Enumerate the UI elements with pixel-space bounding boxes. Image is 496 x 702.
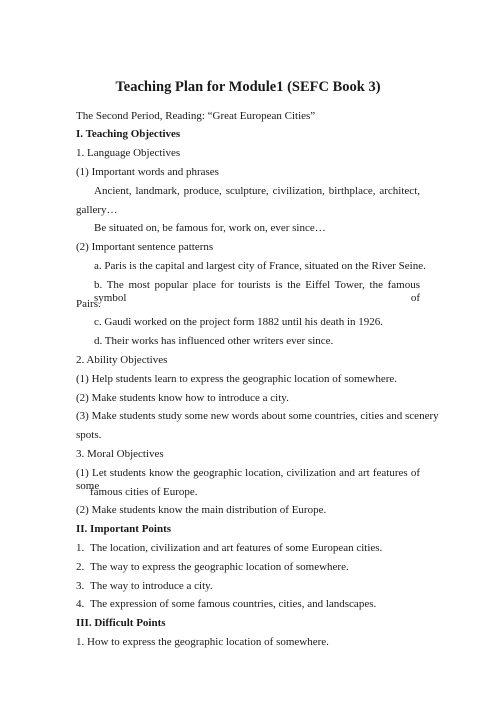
ability-objectives-heading: 2. Ability Objectives — [76, 354, 168, 366]
point-text: The expression of some famous countries, cities, and landscapes. — [90, 598, 377, 610]
point-number: 1. — [76, 542, 85, 554]
sentence-patterns-heading: (2) Important sentence patterns — [76, 241, 214, 253]
moral-item-2: (2) Make students know the main distribution of Europe. — [76, 504, 327, 516]
point-text: The location, civilization and art features of some European cities. — [90, 542, 383, 554]
section-teaching-objectives: I. Teaching Objectives — [76, 128, 181, 140]
pattern-a: a. Paris is the capital and largest city of France, situated on the River Seine. — [94, 260, 426, 272]
words-line-1: Ancient, landmark, produce, sculpture, civilization, birthplace, architect, — [94, 185, 420, 197]
words-line-2: gallery… — [76, 204, 118, 216]
pattern-c: c. Gaudi worked on the project form 1882 until his death in 1926. — [94, 316, 383, 328]
point-text: The way to introduce a city. — [90, 580, 213, 592]
moral-objectives-heading: 3. Moral Objectives — [76, 448, 164, 460]
section-important-points: II. Important Points — [76, 523, 172, 535]
document-title: Teaching Plan for Module1 (SEFC Book 3) — [115, 79, 381, 95]
ability-item-1: (1) Help students learn to express the geographic location of somewhere. — [76, 373, 398, 385]
pattern-b-line-1: b. The most popular place for tourists is the Eiffel Tower, the famous symbol of — [94, 279, 420, 304]
ability-item-2: (2) Make students know how to introduce a city. — [76, 392, 289, 404]
ability-item-3-line-1: (3) Make students study some new words about some countries, cities and scenery — [76, 410, 439, 422]
point-number: 4. — [76, 598, 85, 610]
ability-item-3-line-2: spots. — [76, 429, 102, 441]
period-subtitle: The Second Period, Reading: “Great European Cities” — [76, 110, 316, 122]
difficult-item-1: 1. How to express the geographic location of somewhere. — [76, 636, 329, 648]
pattern-b-line-2: Pairs. — [76, 298, 101, 310]
moral-item-1-line-1: (1) Let students know the geographic location, civilization and art features of some — [76, 467, 420, 492]
section-difficult-points: III. Difficult Points — [76, 617, 166, 629]
point-number: 3. — [76, 580, 85, 592]
moral-item-1-line-2: famous cities of Europe. — [90, 486, 198, 498]
words-phrases-heading: (1) Important words and phrases — [76, 166, 219, 178]
point-number: 2. — [76, 561, 85, 573]
phrases-line: Be situated on, be famous for, work on, ever since… — [94, 222, 326, 234]
language-objectives-heading: 1. Language Objectives — [76, 147, 181, 159]
point-text: The way to express the geographic location of somewhere. — [90, 561, 349, 573]
pattern-d: d. Their works has influenced other writers ever since. — [94, 335, 334, 347]
